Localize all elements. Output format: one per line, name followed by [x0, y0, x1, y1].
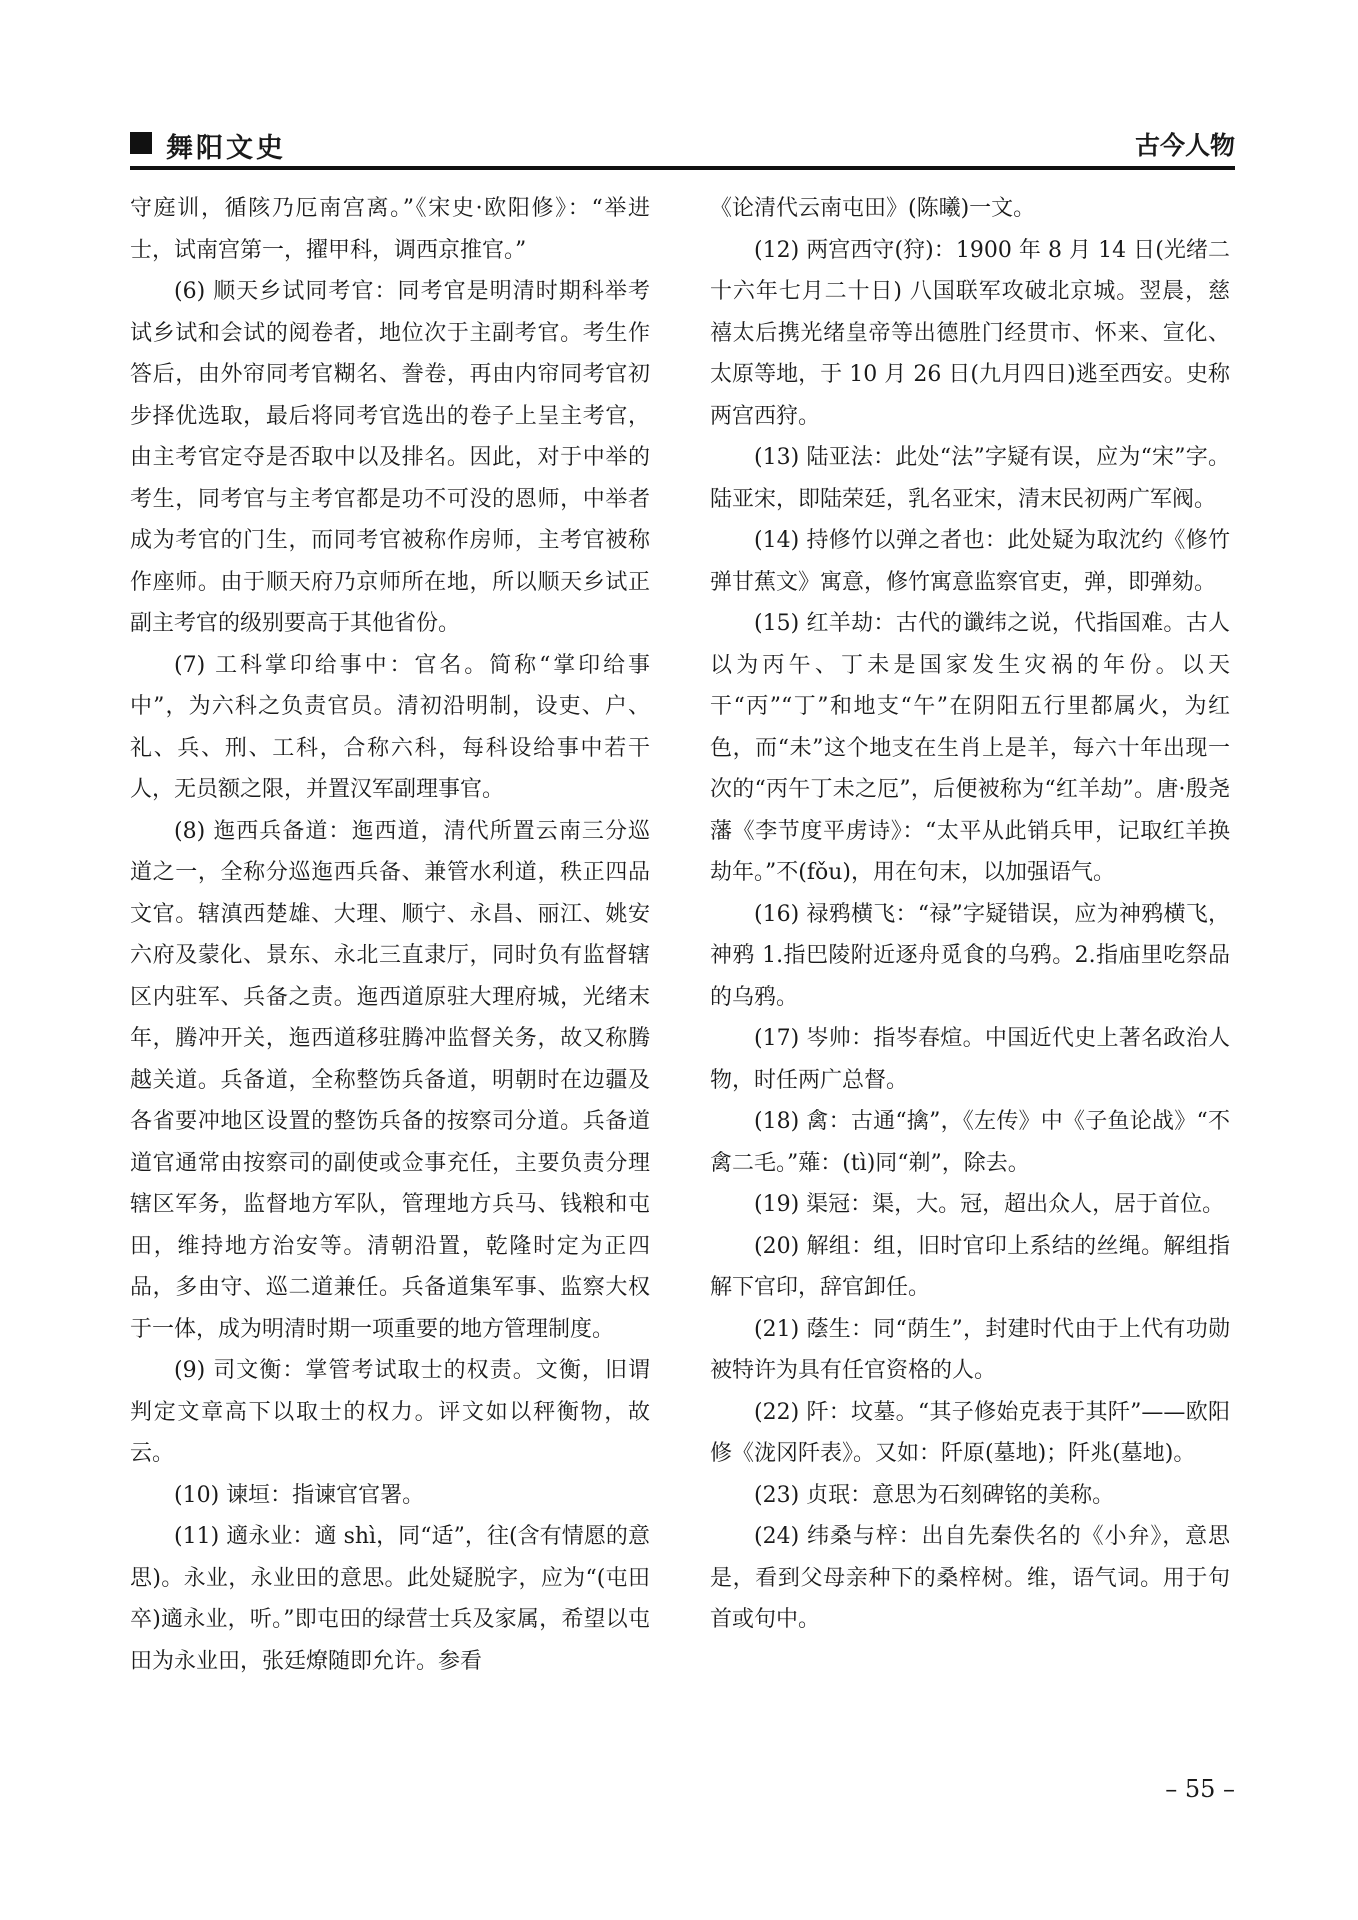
paragraph: (14) 持修竹以弹之者也：此处疑为取沈约《修竹弹甘蕉文》寓意，修竹寓意监察官吏，弹，即弹劾。 [710, 528, 1230, 595]
section-title: 古今人物 [1134, 131, 1235, 160]
paragraph: (8) 迤西兵备道：迤西道，清代所置云南三分巡道之一，全称分巡迤西兵备、兼管水利道，秩正四品文官。辖滇西楚雄、大理、顺宁、永昌、丽江、姚安六府及蒙化、景东、永北三直隶厅，同时负有监督辖区内驻军、兵备之责。迤西道原驻大理府城，光绪末年，腾冲开关，迤西道移驻腾冲监督关务，故又称腾越关道。兵备道，全称整饬兵备道，明朝时在边疆及各省要冲地区设置的整饬兵备的按察司分道。兵备道道官通常由按察司的副使或佥事充任，主要负责分理辖区军务，监督地方军队，管理地方兵马、钱粮和屯田，维持地方治安等。清朝沿置，乾隆时定为正四品，多由守、巡二道兼任。兵备道集军事、监察大权于一体，成为明清时期一项重要的地方管理制度。 [130, 818, 650, 1342]
paragraph: (23) 贞珉：意思为石刻碑铭的美称。 [754, 1482, 1115, 1508]
paragraph: (13) 陆亚法：此处“法”字疑有误，应为“宋”字。陆亚宋，即陆荣廷，乳名亚宋，清末民初两广军阀。 [710, 445, 1230, 512]
paragraph: (22) 阡：坟墓。“其子修始克表于其阡”——欧阳修《泷冈阡表》。又如：阡原(墓地)；阡兆(墓地)。 [710, 1399, 1230, 1466]
paragraph: (19) 渠冠：渠，大。冠，超出众人，居于首位。 [754, 1192, 1225, 1217]
paragraph: (20) 解组：组，旧时官印上系结的丝绳。解组指解下官印，辞官卸任。 [710, 1233, 1230, 1300]
paragraph: (17) 岑帅：指岑春煊。中国近代史上著名政治人物，时任两广总督。 [710, 1026, 1230, 1093]
paragraph: (24) 纬桑与梓：出自先秦佚名的《小弁》，意思是，看到父母亲种下的桑梓树。维，语气词。用于句首或句中。 [710, 1524, 1230, 1632]
page-header [130, 126, 1235, 162]
paragraph: 《论清代云南屯田》(陈曦)一文。 [710, 196, 1036, 221]
paragraph: (21) 蔭生：同“荫生”，封建时代由于上代有功勋被特许为具有任官资格的人。 [710, 1316, 1230, 1383]
left-column [130, 188, 650, 1682]
header-rule [130, 166, 1235, 170]
page-number: – 55 – [1165, 1775, 1235, 1803]
paragraph: (15) 红羊劫：古代的谶纬之说，代指国难。古人以为丙午、丁未是国家发生灾祸的年份。以天干“丙”“丁”和地支“午”在阴阳五行里都属火，为红色，而“未”这个地支在生肖上是羊，每六十年出现一次的“丙午丁未之厄”，后便被称为“红羊劫”。唐·殷尧藩《李节度平虏诗》：“太平从此销兵甲，记取红羊换劫年。”不(fǒu)，用在句末，以加强语气。 [710, 611, 1230, 885]
right-column [710, 188, 1230, 1641]
journal-title: 舞阳文史 [166, 133, 286, 164]
paragraph: (18) 禽：古通“擒”，《左传》中《子鱼论战》“不禽二毛。”薙：(tì)同“剃”，除去。 [710, 1109, 1230, 1176]
header-square-mark [130, 132, 152, 154]
paragraph: (10) 谏垣：指谏官官署。 [174, 1482, 425, 1508]
paragraph: (9) 司文衡：掌管考试取士的权责。文衡，旧谓判定文章高下以取士的权力。评文如以秤衡物，故云。 [130, 1358, 650, 1466]
paragraph: 守庭训，循陔乃厄南宫离。”《宋史·欧阳修》：“举进士，试南宫第一，擢甲科，调西京推官。” [130, 196, 650, 263]
paragraph: (6) 顺天乡试同考官：同考官是明清时期科举考试乡试和会试的阅卷者，地位次于主副考官。考生作答后，由外帘同考官糊名、誊卷，再由内帘同考官初步择优选取，最后将同考官选出的卷子上呈主考官，由主考官定夺是否取中以及排名。因此，对于中举的考生，同考官与主考官都是功不可没的恩师，中举者成为考官的门生，而同考官被称作房师，主考官被称作座师。由于顺天府乃京师所在地，所以顺天乡试正副主考官的级别要高于其他省份。 [130, 279, 650, 636]
paragraph: (7) 工科掌印给事中：官名。简称“掌印给事中”，为六科之负责官员。清初沿明制，设吏、户、礼、兵、刑、工科，合称六科，每科设给事中若干人，无员额之限，并置汉军副理事官。 [130, 652, 650, 802]
paragraph: (16) 禄鸦横飞：“禄”字疑错误，应为神鸦横飞，神鸦 1.指巴陵附近逐舟觅食的乌鸦。2.指庙里吃祭品的乌鸦。 [710, 901, 1230, 1010]
paragraph: (11) 適永业：適 shì，同“适”，往(含有情愿的意思)。永业，永业田的意思。此处疑脱字，应为“(屯田卒)適永业，听。”即屯田的绿营士兵及家属，希望以屯田为永业田，张廷燎随即允许。参看 [130, 1524, 650, 1674]
paragraph: (12) 两宫西守(狩)：1900 年 8 月 14 日(光绪二十六年七月二十日) 八国联军攻破北京城。翌晨，慈禧太后携光绪皇帝等出德胜门经贯市、怀来、宣化、太原等地，于 10 月 26 日(九月四日)逃至西安。史称两宫西狩。 [710, 237, 1230, 429]
